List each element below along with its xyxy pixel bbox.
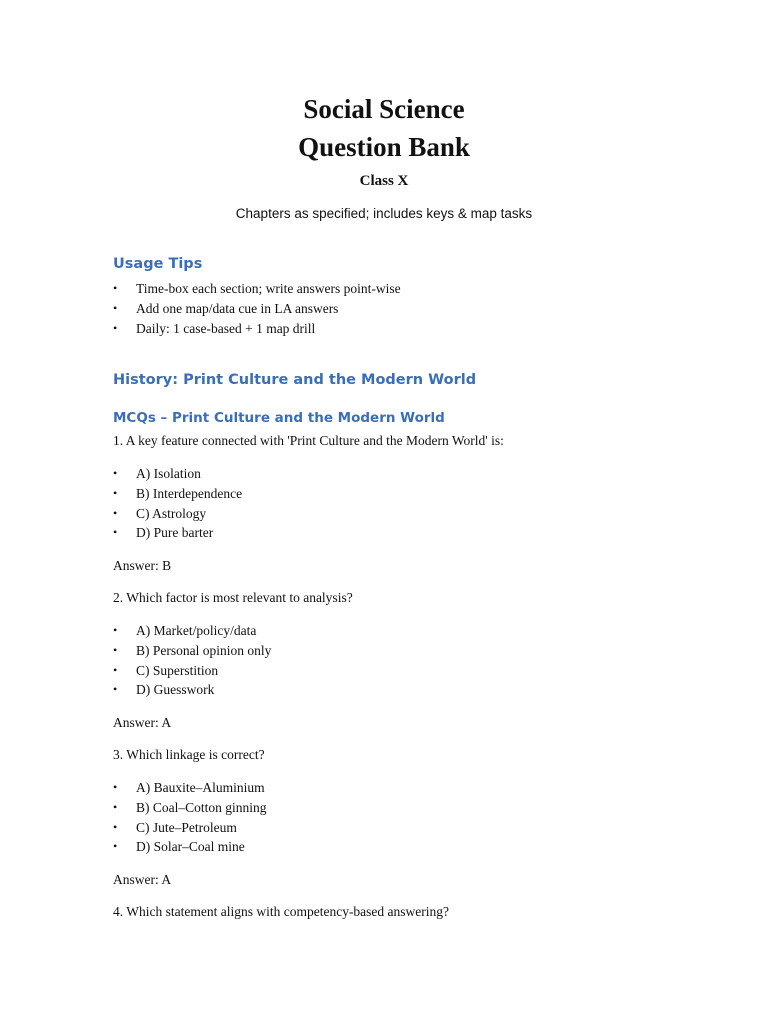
answer-text: Answer: A bbox=[113, 872, 172, 887]
bullet-icon: • bbox=[113, 682, 118, 697]
question-1 bbox=[113, 432, 708, 450]
bullet-icon: • bbox=[113, 780, 118, 794]
option-item: • D) Solar–Coal mine bbox=[113, 837, 708, 857]
list-item: • Daily: 1 case-based + 1 map drill bbox=[113, 319, 708, 339]
option-item: • C) Superstition bbox=[113, 661, 708, 681]
usage-tips-list bbox=[113, 279, 708, 338]
answer-text: Answer: A bbox=[113, 715, 172, 730]
mcq-section bbox=[113, 410, 708, 426]
question-1-answer bbox=[113, 557, 708, 575]
question-4 bbox=[113, 903, 708, 921]
option-item: • B) Personal opinion only bbox=[113, 641, 708, 661]
option-item: • C) Jute–Petroleum bbox=[113, 818, 708, 838]
options-list bbox=[113, 621, 708, 700]
question-text: 3. Which linkage is correct? bbox=[113, 747, 265, 762]
bullet-icon: • bbox=[113, 525, 118, 540]
option-item: • B) Interdependence bbox=[113, 484, 708, 504]
question-2 bbox=[113, 589, 708, 607]
bullet-icon: • bbox=[113, 281, 118, 295]
option-item: • C) Astrology bbox=[113, 504, 708, 524]
usage-tips-section bbox=[113, 256, 708, 272]
option-item: • A) Market/policy/data bbox=[113, 621, 708, 641]
title-line-2: Question Bank bbox=[298, 132, 470, 162]
bullet-icon: • bbox=[113, 799, 118, 814]
option-item: • A) Bauxite–Aluminium bbox=[113, 778, 708, 798]
list-item: • Add one map/data cue in LA answers bbox=[113, 299, 708, 319]
bullet-icon: • bbox=[113, 505, 118, 520]
question-text: 2. Which factor is most relevant to analysis? bbox=[113, 590, 353, 605]
question-3 bbox=[113, 746, 708, 764]
answer-text: Answer: B bbox=[113, 558, 172, 573]
bullet-icon: • bbox=[113, 623, 118, 637]
bullet-icon: • bbox=[113, 466, 118, 480]
question-3-answer bbox=[113, 871, 708, 889]
list-item: • Time-box each section; write answers point-wise bbox=[113, 279, 708, 299]
options-list bbox=[113, 464, 708, 543]
bullet-icon: • bbox=[113, 662, 118, 677]
class-label: Class X bbox=[359, 173, 409, 189]
history-heading: History: Print Culture and the Modern World bbox=[113, 372, 477, 388]
subtitle: Chapters as specified; includes keys & map tasks bbox=[235, 206, 533, 221]
question-1-options bbox=[113, 464, 708, 543]
question-text: 1. A key feature connected with 'Print Culture and the Modern World' is: bbox=[113, 433, 504, 448]
question-2-options bbox=[113, 621, 708, 700]
bullet-icon: • bbox=[113, 642, 118, 657]
option-item: • D) Guesswork bbox=[113, 680, 708, 700]
usage-tips-heading: Usage Tips bbox=[113, 256, 203, 272]
mcq-heading: MCQs – Print Culture and the Modern World bbox=[113, 410, 445, 426]
bullet-icon: • bbox=[113, 839, 118, 854]
bullet-icon: • bbox=[113, 485, 118, 500]
title-line-1: Social Science bbox=[303, 94, 465, 124]
bullet-icon: • bbox=[113, 320, 118, 335]
options-list bbox=[113, 778, 708, 857]
history-section bbox=[113, 372, 708, 388]
question-2-answer bbox=[113, 714, 708, 732]
bullet-icon: • bbox=[113, 819, 118, 834]
question-3-options bbox=[113, 778, 708, 857]
option-item: • D) Pure barter bbox=[113, 523, 708, 543]
question-text: 4. Which statement aligns with competency-based answering? bbox=[113, 904, 450, 919]
bullet-icon: • bbox=[113, 300, 118, 315]
usage-tips-list-wrap bbox=[113, 279, 708, 338]
option-item: • B) Coal–Cotton ginning bbox=[113, 798, 708, 818]
option-item: • A) Isolation bbox=[113, 464, 708, 484]
